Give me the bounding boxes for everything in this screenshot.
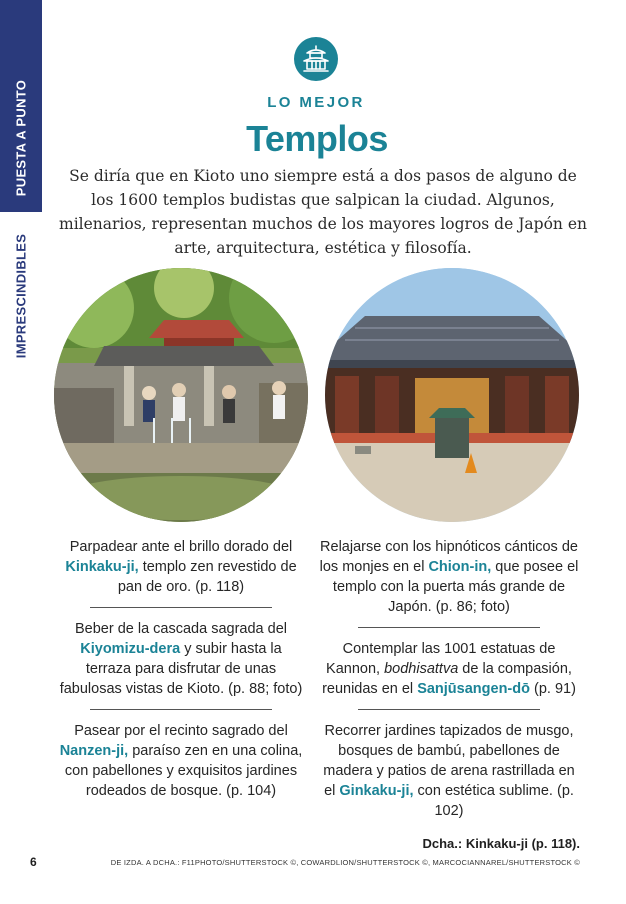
item-text: templo zen revestido de pan de oro. (p. 118) [117,559,297,595]
temple-name: Kinkaku-ji, [65,559,139,575]
item-sanjusangen-do [316,639,582,699]
divider [358,627,540,628]
item-text: Contemplar las 1001 estatuas de Kannon, [326,641,556,677]
photo-chion-in [325,268,579,522]
item-text: que posee el templo con la puerta más grande de Japón. (p. 86; foto) [332,559,579,615]
divider [90,709,272,710]
intro-paragraph: Se diría que en Kioto uno siempre está a dos pasos de alguno de los 1600 templos budistas que salpican la ciudad. Algunos, milenarios, representan muchos de los mayores logros de Japón en arte, arquitectura, estética y filosofía. [59,167,587,257]
item-chion-in [316,537,582,617]
item-text: con estética sublime. (p. 102) [413,783,574,819]
divider [90,607,272,608]
temple-badge [294,37,338,81]
item-italic-term: bodhisattva [384,661,459,677]
section-label: PUESTA A PUNTO [13,79,29,197]
item-text: Beber de la cascada sagrada del [74,621,287,637]
item-text: y subir hasta la terraza para disfrutar de unas fabulosas vistas de Kioto. (p. 88; foto) [59,641,303,697]
photo-caption: Dcha.: Kinkaku-ji (p. 118). [422,836,580,851]
temple-name: Sanjūsangen-dō [417,681,530,697]
item-text: Parpadear ante el brillo dorado del [69,539,293,555]
item-nanzen-ji [56,721,306,801]
temple-name: Nanzen-ji, [59,743,129,759]
subsection-label: IMPRESCINDIBLES [13,233,29,359]
temple-name: Ginkaku-ji, [339,783,414,799]
item-kinkaku-ji [56,537,306,597]
temple-name: Chion-in, [428,559,492,575]
temple-name: Kiyomizu-dera [80,641,181,657]
photo-credits: DE IZDA. A DCHA.: F11PHOTO/SHUTTERSTOCK ©, COWARDLION/SHUTTERSTOCK ©, MARCOCIANNAREL/SHUTTERSTOCK © [110,858,580,867]
item-text: Relajarse con los hipnóticos cánticos de los monjes en el [319,539,578,575]
temple-icon [294,37,338,81]
section-kicker: LO MEJOR [267,94,365,111]
divider [358,709,540,710]
page-number: 6 [30,855,37,869]
page-title: Templos [246,118,388,159]
item-kiyomizu-dera [56,619,306,699]
photo-kiyomizu-dera [54,268,308,522]
item-text: (p. 91) [529,681,576,697]
item-text: Recorrer jardines tapizados de musgo, bosques de bambú, pabellones de madera y patios de arena rastrillada en el [323,723,575,799]
item-text: paraíso zen en una colina, con pabellones y exquisitos jardines rodeados de bosque. (p. 104) [64,743,303,799]
item-text: Pasear por el recinto sagrado del [74,723,288,739]
item-text: de la compasión, reunidas en el [322,661,572,697]
item-ginkaku-ji [316,721,582,821]
